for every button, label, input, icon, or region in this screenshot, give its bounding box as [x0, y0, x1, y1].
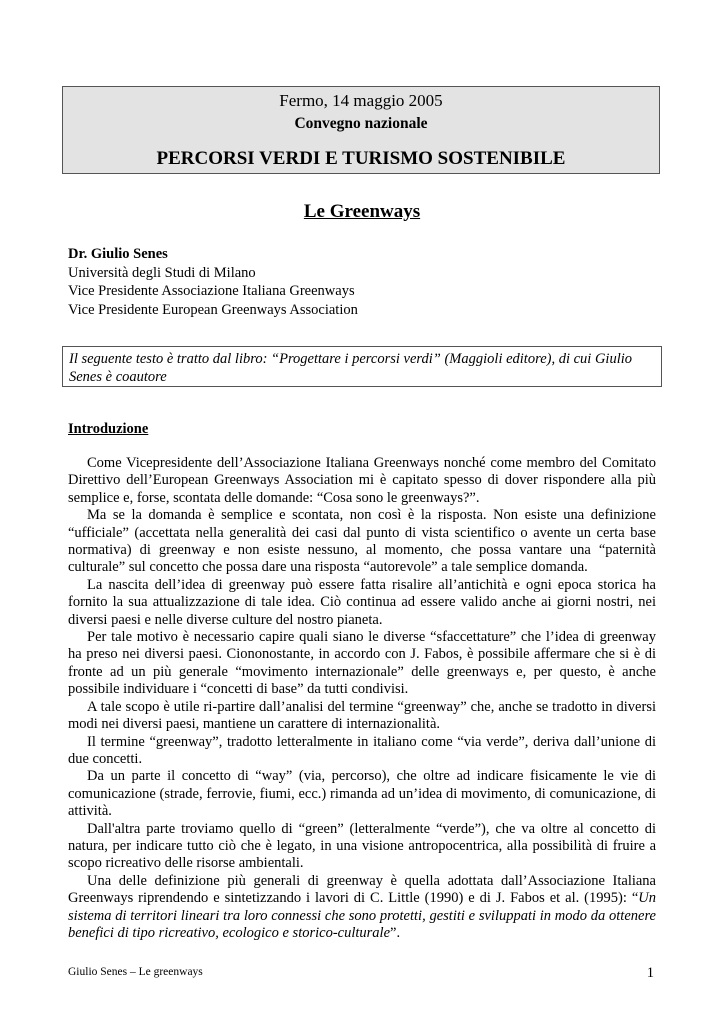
paragraph: Da un parte il concetto di “way” (via, percorso), che oltre ad indicare fisicamente le vie di comunicazione (strade, ferrovie, fiumi, ecc.) rimanda ad un’idea di movimento, di comunicazione, di attività.: [68, 768, 656, 820]
author-affiliation: Vice Presidente European Greenways Association: [68, 301, 358, 318]
author-affiliation: Università degli Studi di Milano: [68, 264, 256, 281]
section-heading: Introduzione: [68, 421, 149, 437]
conference-title: PERCORSI VERDI E TURISMO SOSTENIBILE: [156, 148, 566, 169]
definition-quote: Un sistema di territori lineari tra loro connessi che sono protetti, gestiti e sviluppati in modo da ottenere benefici di tipo ricreativo, ecologico e storico-culturale: [68, 890, 656, 941]
paragraph: Come Vicepresidente dell’Associazione Italiana Greenways nonché come membro del Comitato Direttivo dell’European Greenways Association mi è capitato spesso di dover rispondere alla più semplice e, forse, scontata delle domande: “Cosa sono le greenways?”.: [68, 455, 656, 506]
page-number: 1: [646, 965, 654, 981]
paragraph: Per tale motivo è necessario capire quali siano le diverse “sfaccettature” che l’idea di greenway ha preso nei diversi paesi. Ciononostante, in accordo con J. Fabos, è possibile affermare che si è di fronte ad un più generale “movimento internazionale” delle greenways e, per questo, è anche possibile individuare i “concetti di base” da tutti condivisi.: [68, 629, 656, 698]
paragraph: Dall'altra parte troviamo quello di “green” (letteralmente “verde”), che va oltre al concetto di natura, per indicare tutto ciò che è legato, in una visione antropocentrica, alla possibilità di fruire a scopo ricreativo delle risorse ambientali.: [68, 820, 656, 872]
document-title: Le Greenways: [303, 201, 421, 222]
body-text: [68, 455, 656, 942]
footer-author-title: Giulio Senes – Le greenways: [68, 966, 203, 978]
paragraph-definition: [68, 873, 656, 943]
source-note-text: Il seguente testo è tratto dal libro: “Progettare i percorsi verdi” (Maggioli editore), di cui Giulio Senes è coautore: [69, 351, 633, 385]
conference-header-box: [62, 86, 660, 174]
paragraph: Ma se la domanda è semplice e scontata, non così è la risposta. Non esiste una definizione “ufficiale” (accettata nella generalità dei casi dal punto di vista scientifico o avente un certa base normativa) di greenway e non esiste nessuno, al momento, che possa vantare una “paternità culturale” sul concetto che possa dare una risposta “autorevole” a tale semplice domanda.: [68, 507, 656, 576]
source-note-box: [62, 346, 662, 387]
definition-intro: Una delle definizione più generali di greenway è quella adottata dall’Associazione Italiana Greenways riprendendo e sintetizzando i lavori di C. Little (1990) e di J. Fabos et al. (1995): “: [68, 872, 656, 907]
paragraph: La nascita dell’idea di greenway può essere fatta risalire all’antichità e ogni epoca storica ha fornito la sua attualizzazione di tale idea. Ciò continua ad essere valido anche ai giorni nostri, nei diversi paesi e nelle diverse culture del nostro pianeta.: [68, 576, 656, 628]
paragraph: Il termine “greenway”, tradotto letteralmente in italiano come “via verde”, deriva dall’unione di due concetti.: [68, 733, 656, 767]
paragraph: A tale scopo è utile ri-partire dall’analisi del termine “greenway” che, anche se tradotto in diversi modi nei diversi paesi, mantiene un carattere di internazionalità.: [68, 698, 656, 733]
author-affiliation: Vice Presidente Associazione Italiana Greenways: [68, 283, 355, 299]
definition-end: ”.: [390, 924, 401, 941]
conference-type: Convegno nazionale: [294, 115, 428, 132]
author-block: [68, 245, 358, 319]
author-name: Dr. Giulio Senes: [68, 246, 168, 262]
conference-date: Fermo, 14 maggio 2005: [279, 91, 443, 110]
